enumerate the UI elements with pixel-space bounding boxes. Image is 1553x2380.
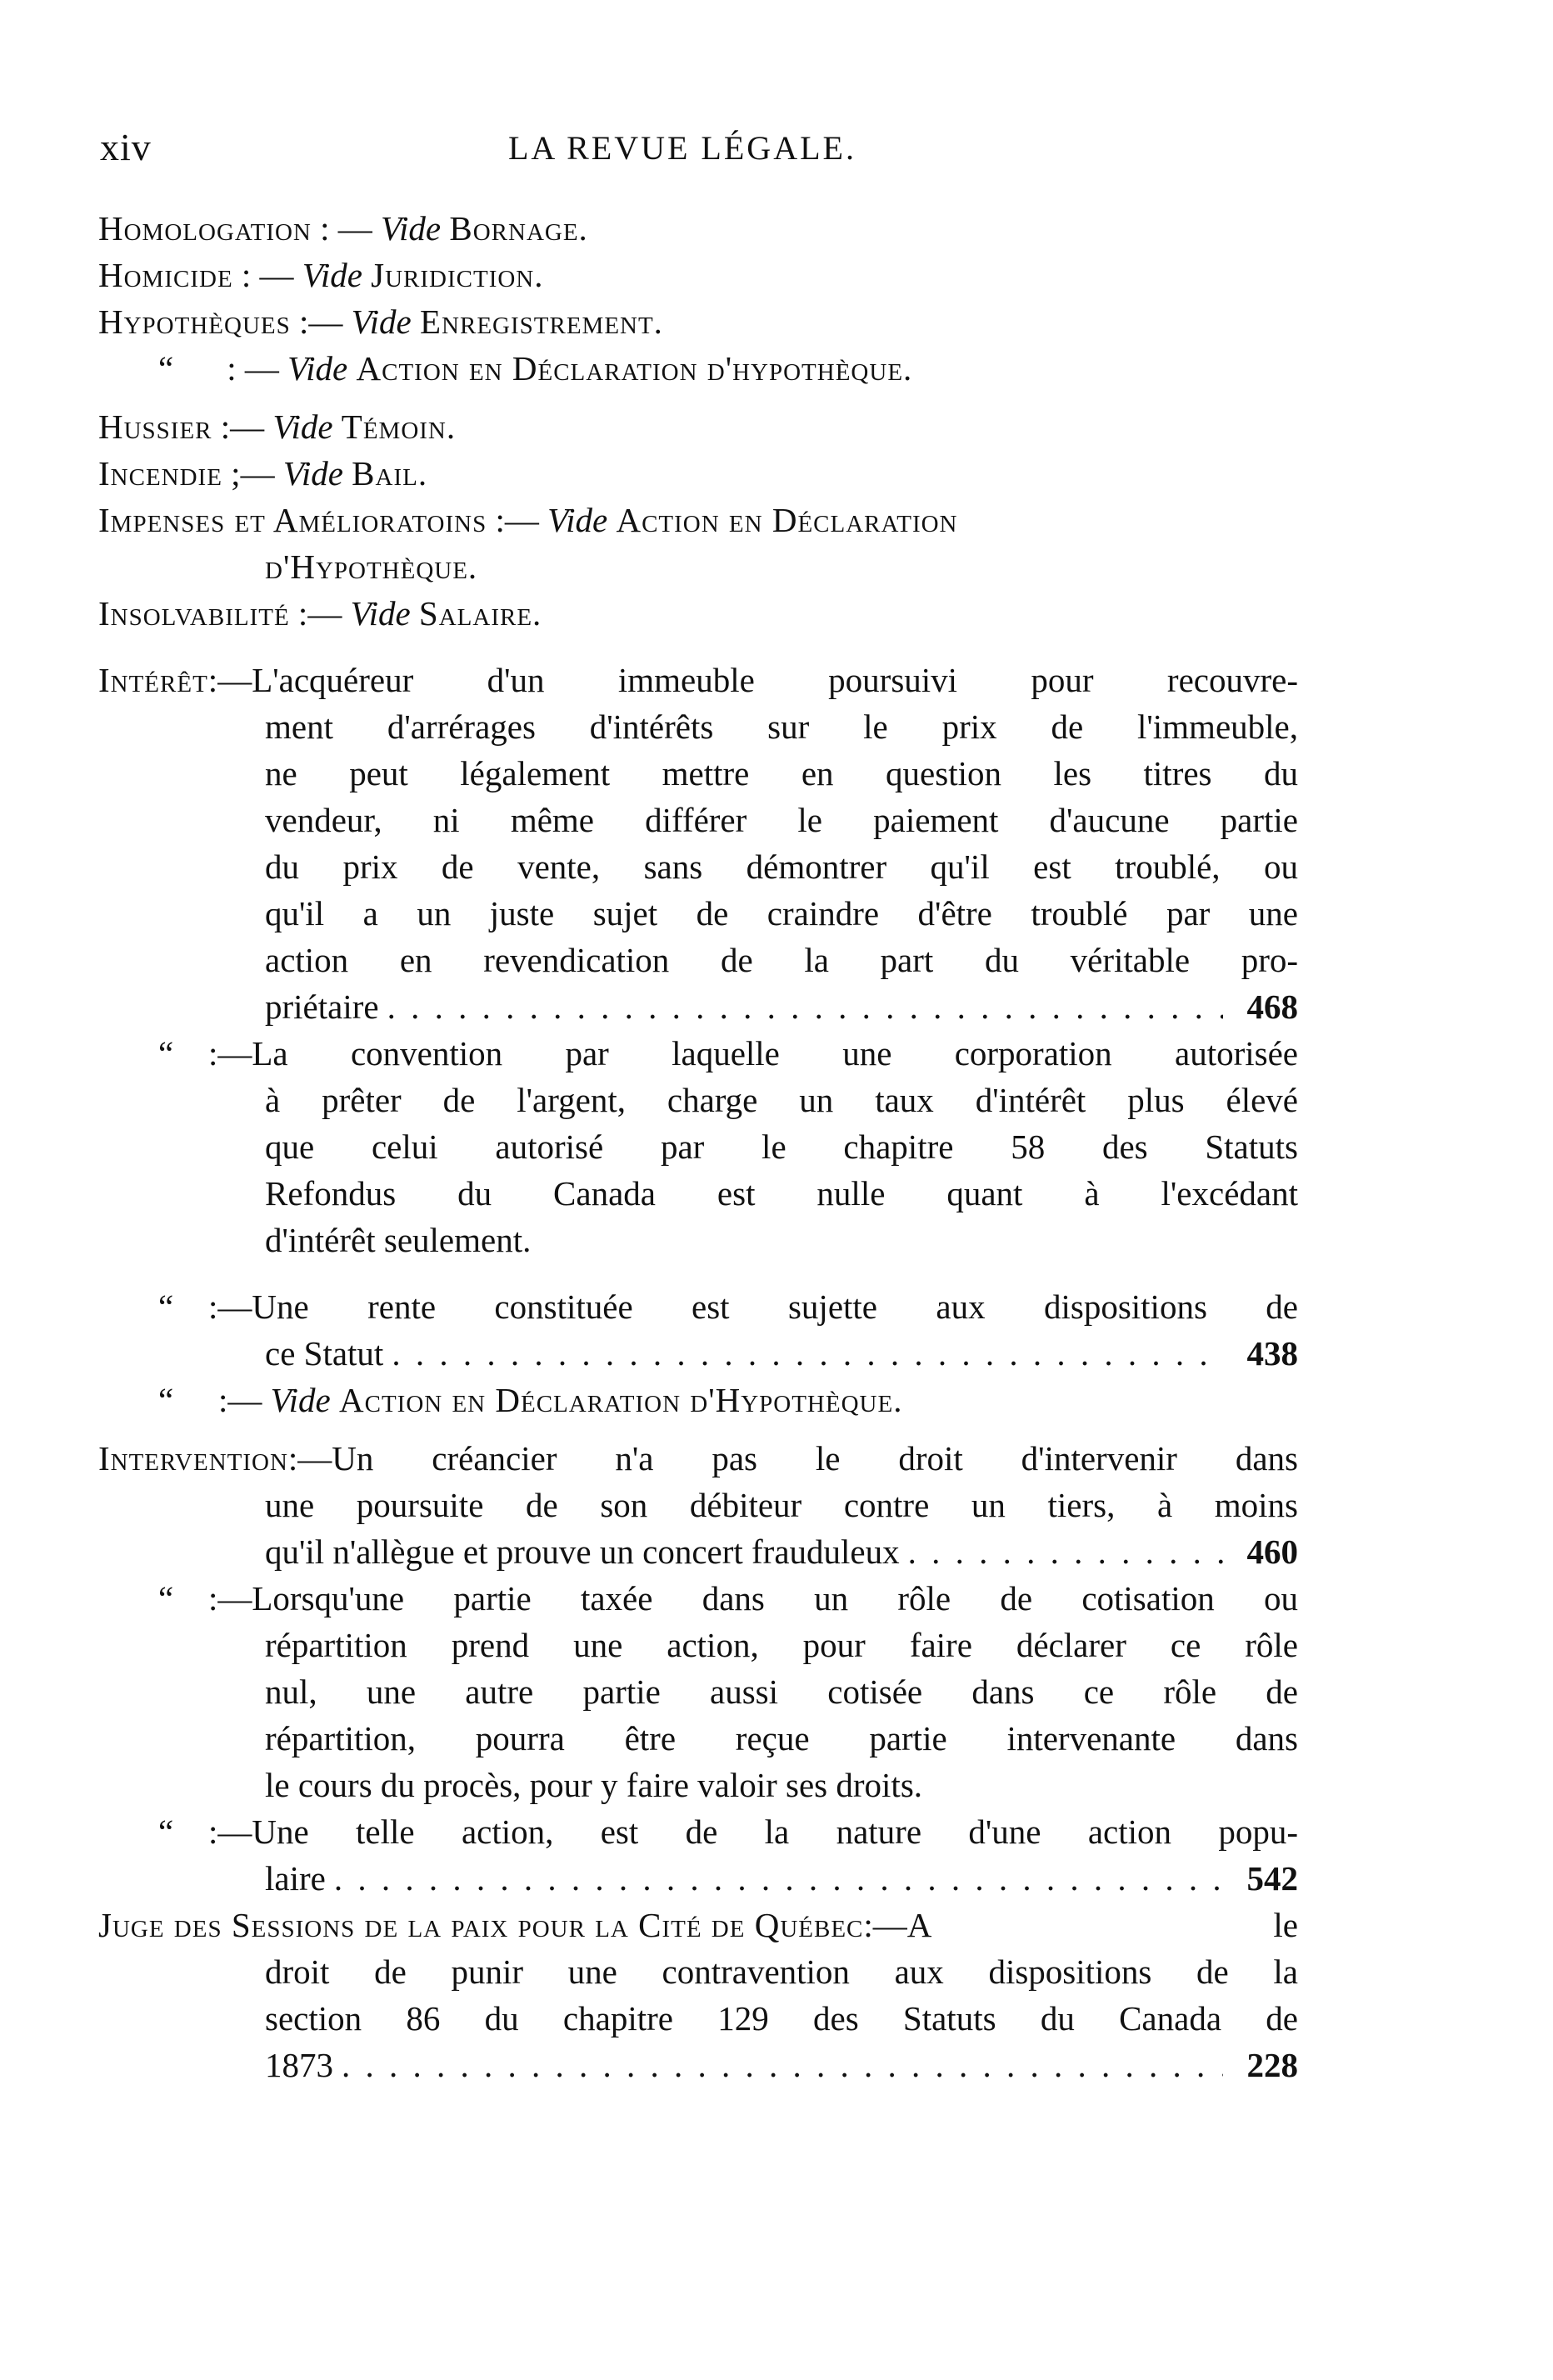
vide-label: Vide [282,454,343,492]
index-entry-intervention [98,1435,1298,1482]
entry-text-line: le cours du procès, pour y faire valoir ses droits. [265,1766,923,1804]
entry-text-line: d'intérêt seulement. [265,1221,532,1259]
vide-label: Vide [381,209,442,248]
entry-separator: :— [212,408,273,446]
index-entry-homicide [98,252,1298,298]
entry-text-line: à prêter de l'argent, charge un taux d'intérêt plus élevé [265,1081,1298,1119]
entry-separator: :— [218,1381,271,1419]
entry-text-line: répartition, pourra être reçue partie intervenante dans [265,1719,1298,1758]
entry-text-line: :—Une rente constituée est sujette aux dispositions de [208,1288,1298,1326]
ditto-mark: “ [158,1579,174,1618]
ditto-mark: “ [158,349,174,388]
dot-leader [342,2042,1223,2088]
index-subentry-intervention-2 [98,1575,1298,1622]
entry-heading: Juge des Sessions de la paix pour la Cité de Québec [98,1906,864,1944]
index-entry-juge [98,1902,1298,1948]
vide-label: Vide [302,256,362,294]
entry-last-line [98,1528,1298,1575]
index-subentry-interet-4 [98,1377,1298,1423]
ditto-mark: “ [158,1288,174,1326]
entry-last-line [98,1855,1298,1902]
entry-text-line: 1873 [265,2046,333,2084]
entry-text-line: Refondus du Canada est nulle quant à l'excédant [265,1174,1298,1212]
entry-text-line: qu'il n'allègue et prouve un concert frauduleux [265,1532,900,1571]
index-subentry-interet-2 [98,1030,1298,1077]
entry-text-line: :—Un créancier n'a pas le droit d'intervenir dans [287,1439,1298,1478]
index-entry-insolvabilite [98,590,1298,637]
vide-label: Vide [351,302,412,341]
vide-label: Vide [547,501,608,539]
entry-separator: : — [218,349,288,388]
entry-text-line: section 86 du chapitre 129 des Statuts du Canada de [265,1999,1298,2038]
entry-heading: Insolvabilité [98,594,290,632]
index-subentry-hypotheques [98,345,1298,392]
entry-text-line: ce Statut [265,1334,384,1372]
index-entry-homologation [98,205,1298,252]
cross-reference: Témoin. [341,408,457,446]
entry-text-line: vendeur, ni même différer le paiement d'aucune partie [265,801,1298,839]
entry-text-line: qu'il a un juste sujet de craindre d'être troublé par une [265,894,1298,932]
page-reference: 438 [1246,1334,1298,1372]
entry-text-line: nul, une autre partie aussi cotisée dans ce rôle de [265,1672,1298,1711]
entry-text-line: action en revendication de la part du véritable pro- [265,941,1298,979]
entry-text-line: que celui autorisé par le chapitre 58 des Statuts [265,1128,1298,1166]
entry-text-line: :—Lorsqu'une partie taxée dans un rôle de cotisation ou [208,1579,1298,1618]
entry-heading: Homicide [98,256,233,294]
entry-text-line: :—Une telle action, est de la nature d'une action popu- [208,1812,1298,1851]
page-reference: 468 [1246,988,1298,1026]
index-entry-impenses-continued [98,543,1298,590]
index-entry-hypotheques [98,298,1298,345]
index-content [98,205,1298,2088]
index-subentry-interet-3 [98,1283,1298,1330]
vide-label: Vide [272,408,333,446]
index-subentry-intervention-3 [98,1808,1298,1855]
cross-reference: Bornage. [449,209,588,248]
cross-reference: Bail. [352,454,428,492]
vide-label: Vide [270,1381,331,1419]
entry-separator: : — [311,209,382,248]
entry-last-line [98,2042,1298,2088]
dot-leader [334,1855,1223,1902]
running-head: LA REVUE LÉGALE. [508,129,856,167]
page-reference: 542 [1246,1859,1298,1898]
entry-text-line: ne peut légalement mettre en question les titres du [265,754,1298,792]
ditto-mark: “ [158,1034,174,1072]
entry-heading: Intérêt [98,661,208,699]
vide-label: Vide [350,594,411,632]
entry-heading: Hussier [98,408,212,446]
entry-text-line: laire [265,1859,326,1898]
entry-separator: :— [289,594,351,632]
entry-text-line: une poursuite de son débiteur contre un tiers, à moins [265,1486,1298,1524]
cross-reference: Enregistrement. [419,302,663,341]
entry-separator: ;— [222,454,283,492]
entry-text-line: répartition prend une action, pour faire déclarer ce rôle [265,1626,1298,1664]
entry-last-line [98,1330,1298,1377]
dot-leader [387,983,1223,1030]
cross-reference: Salaire. [418,594,542,632]
ditto-mark: “ [158,1381,174,1419]
entry-separator: : — [232,256,302,294]
index-entry-impenses [98,497,1298,543]
page-reference: 228 [1246,2046,1298,2084]
entry-heading: Incendie [98,454,222,492]
dot-leader [392,1330,1223,1377]
entry-text-line: :—A le [863,1906,1298,1944]
cross-reference: Action en Déclaration [616,501,958,539]
page-number: xiv [100,126,152,168]
ditto-mark: “ [158,1812,174,1851]
entry-separator: :— [290,302,352,341]
cross-reference: Action en Déclaration d'Hypothèque. [339,1381,903,1419]
vide-label: Vide [287,349,348,388]
entry-heading: Impenses et Amélioratoins [98,501,487,539]
index-entry-hussier [98,403,1298,450]
entry-text-line: droit de punir une contravention aux dispositions de la [265,1952,1298,1991]
page-reference: 460 [1246,1532,1298,1571]
cross-reference: Juridiction. [371,256,544,294]
entry-text-line: :—L'acquéreur d'un immeuble poursuivi pour recouvre- [207,661,1298,699]
entry-separator: :— [487,501,548,539]
index-entry-incendie [98,450,1298,497]
cross-reference: d'Hypothèque. [265,548,478,586]
entry-heading: Homologation [98,209,312,248]
entry-text-line: du prix de vente, sans démontrer qu'il est troublé, ou [265,848,1298,886]
index-entry-interet [98,657,1298,703]
cross-reference: Action en Déclaration d'hypothèque. [356,349,913,388]
entry-heading: Hypothèques [98,302,291,341]
page-header [92,125,1291,175]
entry-text-line: :—La convention par laquelle une corporation autorisée [208,1034,1298,1072]
entry-text-line: priétaire [265,988,379,1026]
entry-last-line [98,983,1298,1030]
entry-heading: Intervention [98,1439,288,1478]
dot-leader [908,1528,1223,1575]
entry-text-line: ment d'arrérages d'intérêts sur le prix de l'immeuble, [265,708,1298,746]
